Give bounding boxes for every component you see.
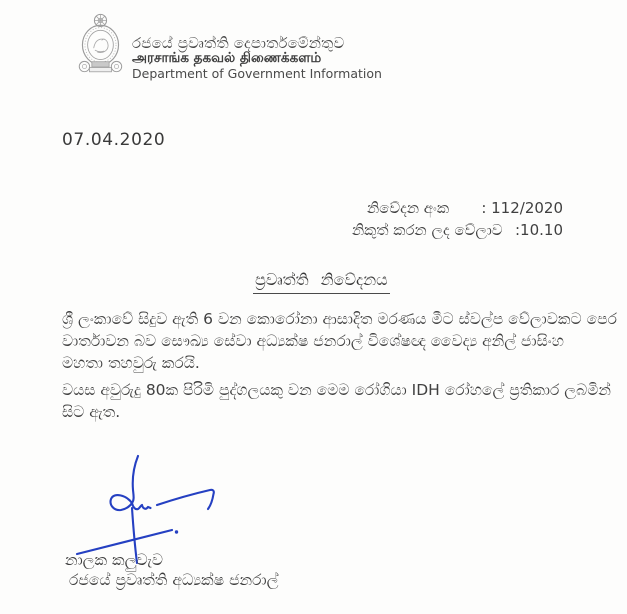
handwritten-signature-icon <box>60 448 230 568</box>
body-paragraph-1 <box>62 308 617 374</box>
document-date: 07.04.2020 <box>62 130 166 150</box>
issued-time-value: :10.10 <box>515 221 563 239</box>
body-paragraph-2 <box>62 379 611 423</box>
org-name-tamil: அரசாங்க தகவல் திணைக்களம் <box>132 50 322 66</box>
letterhead-org-names <box>132 36 382 81</box>
signatory-name: නාලක කලුවැව <box>65 551 164 569</box>
reference-block <box>352 197 563 241</box>
national-emblem-icon <box>76 10 124 76</box>
issued-time-label: නිකුත් කරන ලද වේලාව <box>352 221 503 239</box>
signatory-designation: රජයේ ප්‍රවෘත්ති අධ්‍යක්ෂ ජනරාල් <box>69 571 279 589</box>
paragraph-line: මහතා තහවුරු කරයි. <box>62 354 200 372</box>
paragraph-line: වයස අවුරුදු 80ක පිරිමි පුද්ගලයකු වන මෙම රෝගියා IDH රෝහලේ ප්‍රතිකාර ලබමින් <box>62 381 611 399</box>
release-number-label: නිවේදන අංක <box>367 199 450 217</box>
release-number-row <box>352 197 563 219</box>
paragraph-line: වාර්තාවන බව සෞඛ්‍ය සේවා අධ්‍යක්ෂ ජනරාල් විශේෂඥ වෛද්‍ය අනිල් ජාසිංහ <box>62 332 564 350</box>
document-title-text: ප්‍රවෘත්ති නිවේදනය <box>253 270 390 294</box>
org-name-english: Department of Government Information <box>132 66 382 81</box>
org-name-sinhala: රජයේ ප්‍රවෘත්ති දෙපාර්තමේන්තුව <box>132 34 345 52</box>
issued-time-row <box>352 219 563 241</box>
paragraph-line: සිට ඇත. <box>62 403 121 421</box>
paragraph-line: ශ්‍රී ලංකාවේ සිදුව ඇති 6 වන කොරෝනා ආසාදිත මරණය මීට ස්වල්ප වේලාවකට පෙර <box>62 310 617 328</box>
document-title <box>253 270 390 294</box>
release-number-value: : 112/2020 <box>481 199 563 217</box>
